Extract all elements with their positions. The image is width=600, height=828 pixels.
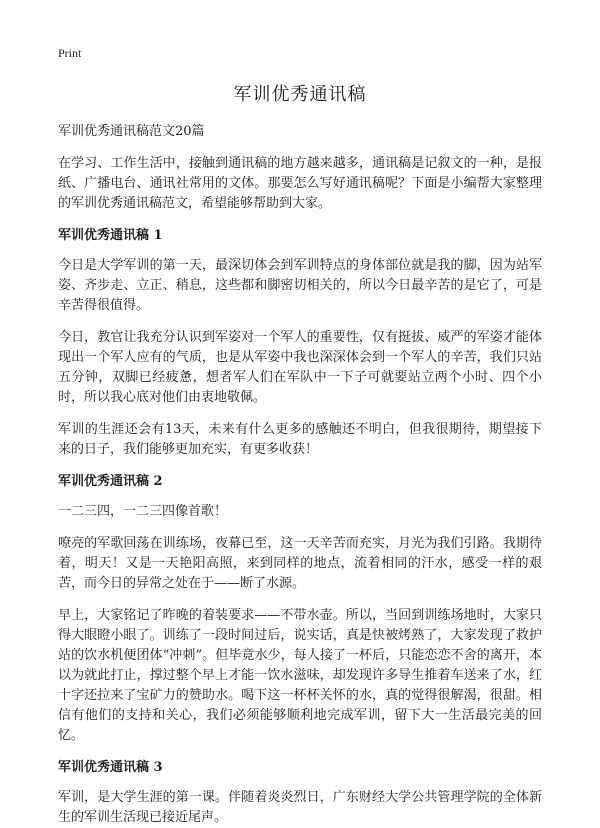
section-heading-1: 军训优秀通讯稿 1 (58, 228, 163, 243)
document-title: 军训优秀通讯稿 (233, 84, 367, 105)
section-2-paragraph: 一二三四，一二三四像首歌！ (58, 504, 228, 519)
section-3-paragraph: 军训，是大学生涯的第一课。伴随着炎炎烈日，广东财经大学公共管理学院的全体新生的军训生活现已接近尾声。 (58, 790, 542, 825)
section-1-paragraph: 今日，教官让我充分认识到军姿对一个军人的重要性，仅有挺拔、威严的军姿才能体现出一个军人应有的气质，也是从军姿中我也深深体会到一个军人的辛苦，我们只站五分钟，双脚已经疲惫，想者军人们在军队中一下子可就要站立两个小时、四个小时，所以我心底对他们由衷地敬佩。 (58, 330, 542, 405)
section-1-paragraph: 军训的生涯还会有13天，未来有什么更多的感触还不明白，但我很期待，期望接下来的日子，我们能够更加充实，有更多收获！ (58, 422, 542, 457)
section-heading-2: 军训优秀通讯稿 2 (58, 474, 163, 489)
intro-paragraph: 在学习、工作生活中，接触到通讯稿的地方越来越多，通讯稿是记叙文的一种，是报纸、广播电台、通讯社常用的文体。那要怎么写好通讯稿呢？下面是小编帮大家整理的军训优秀通讯稿范文，希望能够帮助到大家。 (58, 156, 542, 211)
print-label: Print (58, 46, 82, 60)
section-1-paragraph: 今日是大学军训的第一天，最深切体会到军训特点的身体部位就是我的脚，因为站军姿、齐步走、立正、稍息，这些都和脚密切相关的，所以今日最辛苦的是它了，可是辛苦得很值得。 (58, 258, 542, 313)
section-2-paragraph: 嘹亮的军歌回荡在训练场，夜幕已至，这一天辛苦而充实，月光为我们引路。我期待着，明天！又是一天艳阳高照，来到同样的地点，流着相同的汗水，感受一样的艰苦，而今日的异常之处在于——断了水源。 (58, 536, 542, 591)
section-2-paragraph: 早上，大家铭记了昨晚的着装要求——不带水壶。所以，当回到训练场地时，大家只得大眼瞪小眼了。训练了一段时间过后，说实话，真是快被烤熟了，大家发现了救护站的饮水机便团体“冲刺”。但毕竟水少，每人接了一杯后，只能恋恋不舍的离开，本以为就此打止，撑过整个早上才能一饮水滋味，却发现许多导生推着车送来了水，红十字还拉来了宝矿力的赞助水。喝下这一杯杯关怀的水，真的觉得很解渴，很甜。相信有他们的支持和关心，我们必须能够顺利地完成军训，留下大一生活最完美的回忆。 (58, 608, 542, 743)
section-heading-3: 军训优秀通讯稿 3 (58, 760, 163, 775)
document-subtitle: 军训优秀通讯稿范文20篇 (58, 124, 205, 139)
